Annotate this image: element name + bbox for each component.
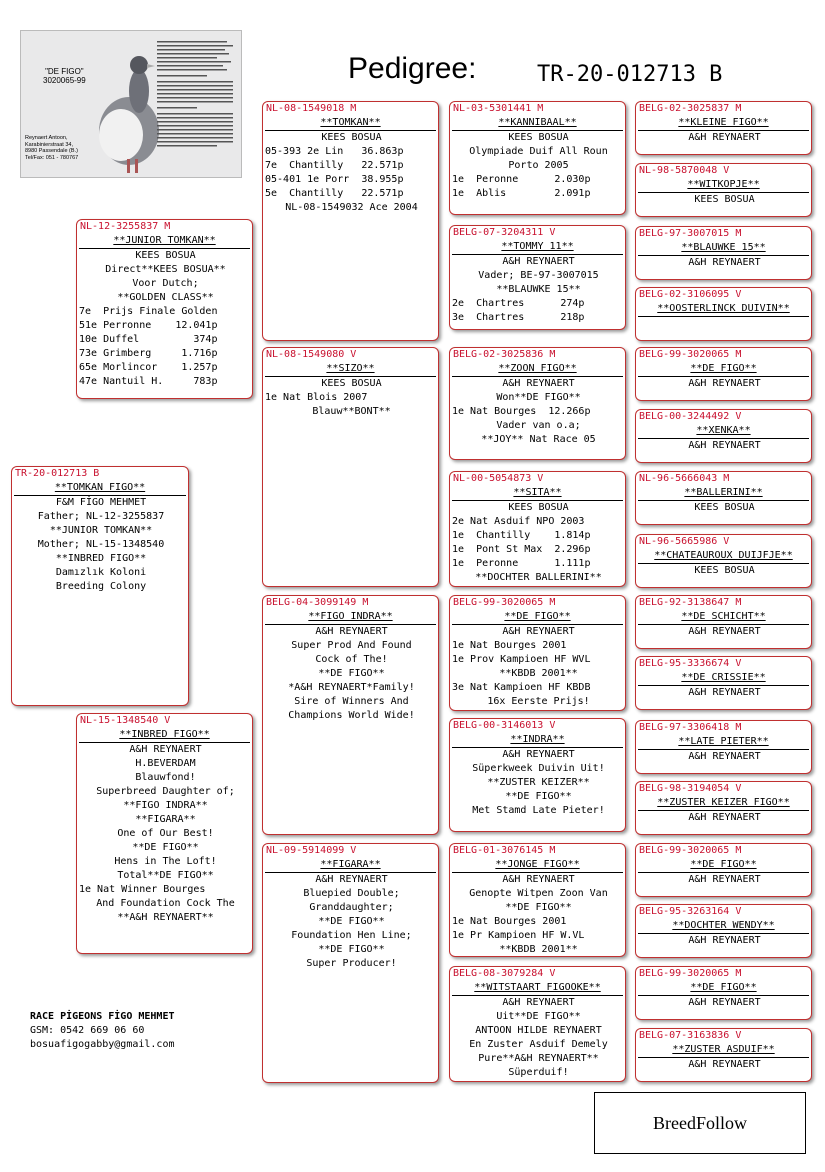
pigeon-name: **BALLERINI**	[638, 486, 809, 501]
pedigree-line: Champions World Wide!	[288, 710, 415, 721]
ring-number: BELG-01-3076145 M	[453, 845, 556, 856]
pigeon-name: **OOSTERLINCK DUIVIN**	[638, 302, 809, 317]
pedigree-line: **BLAUWKE 15**	[496, 284, 581, 295]
pigeon-name: **SIZO**	[265, 362, 436, 377]
photo-name: "DE FIGO"	[45, 67, 84, 76]
pedigree-line: **INBRED FIGO**	[55, 553, 147, 564]
ring-number: BELG-00-3244492 V	[639, 411, 742, 422]
pigeon-name: **DE FIGO**	[638, 362, 809, 377]
pedigree-line: KEES BOSUA	[694, 502, 755, 513]
pedigree-line: ANTOON HILDE REYNAERT	[475, 1025, 602, 1036]
pedigree-line: KEES BOSUA	[321, 378, 382, 389]
ring-number: BELG-99-3020065 M	[453, 597, 556, 608]
ring-number: BELG-97-3007015 M	[639, 228, 742, 239]
pedigree-line: Direct**KEES BOSUA**	[105, 264, 226, 275]
pigeon-name: **TOMMY 11**	[452, 240, 623, 255]
pedigree-line: A&H REYNAERT	[688, 626, 761, 637]
gen4-card	[635, 287, 812, 341]
great-grandparent-card	[449, 595, 626, 711]
pigeon-name: **WITSTAART FIGOOKE**	[452, 981, 623, 996]
pigeon-name: **TOMKAN**	[265, 116, 436, 131]
pedigree-line: A&H REYNAERT	[502, 256, 575, 267]
ring-number: NL-08-1549018 M	[266, 103, 357, 114]
ring-number: BELG-95-3336674 V	[639, 658, 742, 669]
pedigree-line: Uit**DE FIGO**	[496, 1011, 581, 1022]
pedigree-line: Vader; BE-97-3007015	[478, 270, 599, 281]
pigeon-name: **DE FIGO**	[638, 858, 809, 873]
brand-label: BreedFollow	[653, 1112, 747, 1133]
gen4-card	[635, 1028, 812, 1082]
pedigree-line: A&H REYNAERT	[688, 997, 761, 1008]
ring-number: BELG-99-3020065 M	[639, 349, 742, 360]
pedigree-line: **DOCHTER BALLERINI**	[475, 572, 602, 583]
father-card	[76, 219, 253, 399]
pedigree-line: Superbreed Daughter of;	[96, 786, 235, 797]
pigeon-name: **INBRED FIGO**	[79, 728, 250, 743]
pedigree-line: KEES BOSUA	[135, 250, 196, 261]
great-grandparent-card	[449, 471, 626, 587]
pedigree-line: 3e Chartres 218p	[452, 312, 585, 323]
pedigree-line: Father; NL-12-3255837	[37, 511, 165, 522]
gen4-card	[635, 101, 812, 155]
brand-box	[594, 1092, 806, 1154]
pigeon-photo	[20, 30, 242, 178]
pedigree-line: **DE FIGO**	[318, 944, 385, 955]
pedigree-line: And Foundation Cock The	[96, 898, 235, 909]
pigeon-name: **FIGARA**	[265, 858, 436, 873]
pedigree-line: 73e Grimberg 1.716p	[79, 348, 218, 359]
breeder-email: bosuafigogabby@gmail.com	[30, 1039, 175, 1050]
pedigree-line: 1e Peronne 1.111p	[452, 558, 591, 569]
owner-line: 8980 Passendale (B.)	[25, 148, 78, 154]
pedigree-line: Granddaughter;	[309, 902, 394, 913]
pedigree-line: 2e Nat Asduif NPO 2003	[452, 516, 585, 527]
gen4-card	[635, 163, 812, 217]
pedigree-line: **A&H REYNAERT**	[117, 912, 214, 923]
pedigree-line: Voor Dutch;	[132, 278, 199, 289]
ring-number: BELG-02-3106095 V	[639, 289, 742, 300]
photo-results-text	[157, 41, 239, 171]
pedigree-line: A&H REYNAERT	[688, 378, 761, 389]
pedigree-line: 1e Peronne 2.030p	[452, 174, 591, 185]
ring-number: NL-12-3255837 M	[80, 221, 171, 232]
pedigree-line: Genopte Witpen Zoon Van	[469, 888, 608, 899]
pedigree-line: Total**DE FIGO**	[117, 870, 214, 881]
great-grandparent-card	[449, 347, 626, 460]
pedigree-line: **FIGO INDRA**	[123, 800, 208, 811]
ring-number: BELG-97-3306418 M	[639, 722, 742, 733]
ring-number: NL-03-5301441 M	[453, 103, 544, 114]
pedigree-line: 51e Perronne 12.041p	[79, 320, 218, 331]
pedigree-line: One of Our Best!	[117, 828, 214, 839]
ring-number: BELG-02-3025836 M	[453, 349, 556, 360]
pedigree-line: A&H REYNAERT	[502, 874, 575, 885]
great-grandparent-card	[449, 718, 626, 832]
pedigree-line: A&H REYNAERT	[315, 626, 388, 637]
pedigree-line: Olympiade Duif All Roun	[469, 146, 608, 157]
pedigree-line: A&H REYNAERT	[502, 378, 575, 389]
pigeon-name: **DE FIGO**	[638, 981, 809, 996]
ring-number: BELG-98-3194054 V	[639, 783, 742, 794]
pedigree-line: 7e Chantilly 22.571p	[265, 160, 404, 171]
pigeon-name: **DE FIGO**	[452, 610, 623, 625]
pedigree-line: 1e Prov Kampioen HF WVL	[452, 654, 591, 665]
pedigree-line: Breeding Colony	[55, 581, 147, 592]
gen4-card	[635, 534, 812, 588]
pedigree-line: 1e Nat Bourges 12.266p	[452, 406, 591, 417]
ring-number: BELG-95-3263164 V	[639, 906, 742, 917]
pedigree-line: 1e Pr Kampioen HF W.VL	[452, 930, 585, 941]
ring-number: NL-96-5665986 V	[639, 536, 730, 547]
pedigree-line: **DE FIGO**	[505, 791, 572, 802]
pedigree-line: 5e Chantilly 22.571p	[265, 188, 404, 199]
owner-line: Karabinierstraat 34,	[25, 141, 73, 148]
pedigree-line: Sire of Winners And	[294, 696, 409, 707]
pedigree-line: Süperduif!	[508, 1067, 569, 1078]
pedigree-line: A&H REYNAERT	[688, 257, 761, 268]
pedigree-line: A&H REYNAERT	[688, 687, 761, 698]
ring-number: NL-98-5870048 V	[639, 165, 730, 176]
ring-number: BELG-99-3020065 M	[639, 845, 742, 856]
pedigree-line: 65e Morlincor 1.257p	[79, 362, 218, 373]
pedigree-line: Hens in The Loft!	[114, 856, 217, 867]
pedigree-line: A&H REYNAERT	[688, 874, 761, 885]
pedigree-line: 16x Eerste Prijs!	[487, 696, 590, 707]
pigeon-name: **WITKOPJE**	[638, 178, 809, 193]
pedigree-line: **FIGARA**	[135, 814, 196, 825]
breeder-phone: GSM: 0542 669 06 60	[30, 1025, 145, 1036]
pedigree-line: **KBDB 2001**	[499, 944, 578, 955]
photo-ring: 3020065-99	[43, 76, 86, 85]
pedigree-line: Super Prod And Found	[291, 640, 412, 651]
pedigree-line: 7e Prijs Finale Golden	[79, 306, 218, 317]
ring-number: BELG-07-3163836 V	[639, 1030, 742, 1041]
pedigree-line: A&H REYNAERT	[502, 997, 575, 1008]
pedigree-line: KEES BOSUA	[508, 132, 569, 143]
pedigree-line: A&H REYNAERT	[502, 749, 575, 760]
gen4-card	[635, 720, 812, 774]
ring-number: NL-15-1348540 V	[80, 715, 171, 726]
ring-number: TR-20-012713 B	[537, 62, 723, 87]
pedigree-line: 1e Nat Bourges 2001	[452, 640, 567, 651]
pedigree-line: 1e Ablis 2.091p	[452, 188, 591, 199]
pedigree-line: Süperkweek Duivin Uit!	[472, 763, 605, 774]
ring-number: BELG-00-3146013 V	[453, 720, 556, 731]
pedigree-line: A&H REYNAERT	[688, 1059, 761, 1070]
pedigree-line: Mother; NL-15-1348540	[37, 539, 165, 550]
pedigree-line: **DE FIGO**	[132, 842, 199, 853]
pedigree-line: Bluepied Double;	[303, 888, 400, 899]
pedigree-line: A&H REYNAERT	[129, 744, 202, 755]
pigeon-name: **DE CRISSIE**	[638, 671, 809, 686]
pedigree-line: Foundation Hen Line;	[291, 930, 412, 941]
gen4-card	[635, 904, 812, 958]
pedigree-line: 2e Chartres 274p	[452, 298, 585, 309]
pedigree-line: **GOLDEN CLASS**	[117, 292, 214, 303]
pedigree-line: Damızlık Koloni	[55, 567, 147, 578]
mother-card	[76, 713, 253, 954]
pedigree-line: A&H REYNAERT	[688, 935, 761, 946]
owner-line: Tel/Fax: 051 - 780767	[25, 154, 79, 161]
pedigree-line: Cock of The!	[315, 654, 388, 665]
ring-number: BELG-99-3020065 M	[639, 968, 742, 979]
great-grandparent-card	[449, 843, 626, 957]
gen4-card	[635, 471, 812, 525]
pedigree-line: 1e Nat Winner Bourges	[79, 884, 206, 895]
pigeon-name: **JUNIOR TOMKAN**	[79, 234, 250, 249]
pedigree-line: 1e Nat Bourges 2001	[452, 916, 567, 927]
pigeon-name: **KLEINE FIGO**	[638, 116, 809, 131]
photo-owner	[25, 135, 78, 161]
grandparent-card	[262, 347, 439, 587]
pedigree-line: F&M FİGO MEHMET	[55, 497, 147, 508]
pedigree-line: KEES BOSUA	[321, 132, 382, 143]
grandparent-card	[262, 595, 439, 835]
pigeon-name: **ZUSTER ASDUIF**	[638, 1043, 809, 1058]
pedigree-line: A&H REYNAERT	[502, 626, 575, 637]
pedigree-line: En Zuster Asduif Demely	[469, 1039, 608, 1050]
pedigree-line: KEES BOSUA	[694, 565, 755, 576]
pedigree-line: **KBDB 2001**	[499, 668, 578, 679]
ring-number: NL-08-1549080 V	[266, 349, 357, 360]
gen4-card	[635, 347, 812, 401]
grandparent-card	[262, 843, 439, 1083]
pedigree-line: 3e Nat Kampioen HF KBDB	[452, 682, 591, 693]
ring-number: NL-96-5666043 M	[639, 473, 730, 484]
pedigree-line: A&H REYNAERT	[688, 751, 761, 762]
subject-card	[11, 466, 189, 706]
pigeon-name: **SITA**	[452, 486, 623, 501]
gen4-card	[635, 595, 812, 649]
pigeon-name: **CHATEAUROUX DUIJFJE**	[638, 549, 809, 564]
pedigree-line: A&H REYNAERT	[688, 440, 761, 451]
gen4-card	[635, 843, 812, 897]
pedigree-line: **DE FIGO**	[318, 668, 385, 679]
pigeon-name: **LATE PIETER**	[638, 735, 809, 750]
pigeon-name: **KANNIBAAL**	[452, 116, 623, 131]
pedigree-line: NL-08-1549032 Ace 2004	[285, 202, 418, 213]
ring-number: BELG-08-3079284 V	[453, 968, 556, 979]
pedigree-line: 1e Pont St Max 2.296p	[452, 544, 591, 555]
pedigree-line: **ZUSTER KEIZER**	[487, 777, 590, 788]
ring-number: BELG-02-3025837 M	[639, 103, 742, 114]
pedigree-line: **DE FIGO**	[505, 902, 572, 913]
pedigree-line: Pure**A&H REYNAERT**	[478, 1053, 599, 1064]
pigeon-name: **ZUSTER KEIZER FIGO**	[638, 796, 809, 811]
ring-number: TR-20-012713 B	[15, 468, 100, 479]
pedigree-line: 10e Duffel 374p	[79, 334, 218, 345]
great-grandparent-card	[449, 101, 626, 215]
pedigree-line: Won**DE FIGO**	[496, 392, 581, 403]
pedigree-line: **JUNIOR TOMKAN**	[49, 525, 153, 536]
pigeon-name: **ZOON FIGO**	[452, 362, 623, 377]
pedigree-line: 05-401 1e Porr 38.955p	[265, 174, 404, 185]
breeder-info	[30, 1010, 175, 1052]
pedigree-line: A&H REYNAERT	[688, 132, 761, 143]
gen4-card	[635, 781, 812, 835]
pedigree-line: Blauwfond!	[135, 772, 196, 783]
pigeon-name: **DOCHTER WENDY**	[638, 919, 809, 934]
pigeon-name: **INDRA**	[452, 733, 623, 748]
pigeon-name: **TOMKAN FIGO**	[14, 481, 186, 496]
pedigree-line: 05-393 2e Lin 36.863p	[265, 146, 404, 157]
pedigree-line: 47e Nantuil H. 783p	[79, 376, 218, 387]
ring-number: BELG-92-3138647 M	[639, 597, 742, 608]
pedigree-line: A&H REYNAERT	[688, 812, 761, 823]
pedigree-line: **JOY** Nat Race 05	[481, 434, 596, 445]
pedigree-line: *A&H REYNAERT*Family!	[288, 682, 415, 693]
page-title: Pedigree:	[348, 52, 477, 85]
pedigree-line: **DE FIGO**	[318, 916, 385, 927]
great-grandparent-card	[449, 225, 626, 330]
ring-number: BELG-04-3099149 M	[266, 597, 369, 608]
great-grandparent-card	[449, 966, 626, 1082]
pedigree-line: Vader van o.a;	[496, 420, 581, 431]
pedigree-line: 1e Nat Blois 2007	[265, 392, 368, 403]
pedigree-line: Met Stamd Late Pieter!	[472, 805, 605, 816]
gen4-card	[635, 966, 812, 1020]
pedigree-line: 1e Chantilly 1.814p	[452, 530, 591, 541]
gen4-card	[635, 656, 812, 710]
pedigree-line: Super Producer!	[306, 958, 397, 969]
gen4-card	[635, 409, 812, 463]
owner-line: Reynaert Antoon,	[25, 135, 68, 141]
ring-number: BELG-07-3204311 V	[453, 227, 556, 238]
pigeon-name: **JONGE FIGO**	[452, 858, 623, 873]
pedigree-line: Blauw**BONT**	[312, 406, 391, 417]
pigeon-name: **BLAUWKE 15**	[638, 241, 809, 256]
ring-number: NL-09-5914099 V	[266, 845, 357, 856]
gen4-card	[635, 226, 812, 280]
grandparent-card	[262, 101, 439, 341]
pedigree-line: H.BEVERDAM	[135, 758, 196, 769]
pigeon-name: **XENKA**	[638, 424, 809, 439]
breeder-name: RACE PİGEONS FİGO MEHMET	[30, 1011, 175, 1022]
pedigree-line: KEES BOSUA	[694, 194, 755, 205]
ring-number: NL-00-5054873 V	[453, 473, 544, 484]
pigeon-name: **FIGO INDRA**	[265, 610, 436, 625]
pigeon-name: **DE SCHICHT**	[638, 610, 809, 625]
pedigree-line: Porto 2005	[508, 160, 569, 171]
pedigree-line: A&H REYNAERT	[315, 874, 388, 885]
pedigree-line: KEES BOSUA	[508, 502, 569, 513]
